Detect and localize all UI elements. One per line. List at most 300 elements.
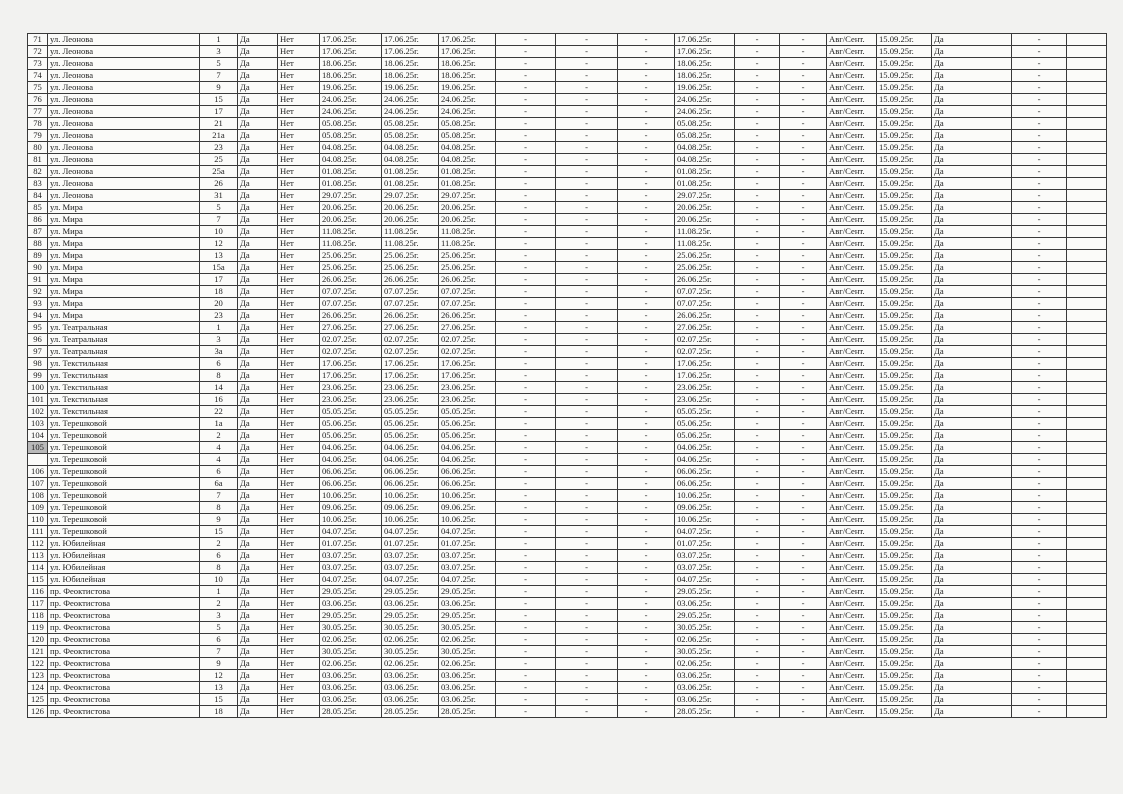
cell-date-1: 04.06.25г. bbox=[320, 442, 382, 454]
cell-street: ул. Мира bbox=[48, 274, 200, 286]
cell-house-number: 22 bbox=[200, 406, 238, 418]
cell-status: Да bbox=[932, 574, 1012, 586]
cell-street: ул. Мира bbox=[48, 214, 200, 226]
cell-date-2: 03.07.25г. bbox=[382, 550, 439, 562]
cell-date-2: 25.06.25г. bbox=[382, 262, 439, 274]
cell-blank bbox=[1067, 478, 1107, 490]
cell-date-3: 17.06.25г. bbox=[439, 358, 496, 370]
cell-house-number: 6 bbox=[200, 466, 238, 478]
cell-empty-5: - bbox=[780, 154, 827, 166]
cell-date-2: 26.06.25г. bbox=[382, 274, 439, 286]
cell-period: Авг/Сент. bbox=[827, 610, 877, 622]
cell-blank bbox=[1067, 58, 1107, 70]
cell-note: - bbox=[1012, 490, 1067, 502]
cell-empty-2: - bbox=[556, 442, 618, 454]
cell-note: - bbox=[1012, 106, 1067, 118]
cell-empty-5: - bbox=[780, 478, 827, 490]
cell-flag-yes: Да bbox=[238, 286, 278, 298]
cell-date-1: 17.06.25г. bbox=[320, 34, 382, 46]
cell-house-number: 14 bbox=[200, 382, 238, 394]
cell-street: ул. Леонова bbox=[48, 130, 200, 142]
cell-date-2: 07.07.25г. bbox=[382, 298, 439, 310]
cell-deadline: 15.09.25г. bbox=[877, 70, 932, 82]
cell-house-number: 4 bbox=[200, 442, 238, 454]
cell-street: ул. Терешковой bbox=[48, 514, 200, 526]
cell-empty-1: - bbox=[496, 622, 556, 634]
cell-deadline: 15.09.25г. bbox=[877, 130, 932, 142]
cell-period: Авг/Сент. bbox=[827, 466, 877, 478]
cell-date-1: 17.06.25г. bbox=[320, 358, 382, 370]
cell-flag-yes: Да bbox=[238, 442, 278, 454]
cell-house-number: 21а bbox=[200, 130, 238, 142]
cell-empty-1: - bbox=[496, 58, 556, 70]
cell-deadline: 15.09.25г. bbox=[877, 406, 932, 418]
cell-empty-3: - bbox=[618, 334, 675, 346]
cell-flag-no: Нет bbox=[278, 298, 320, 310]
table-row bbox=[28, 298, 1107, 310]
cell-street: ул. Терешковой bbox=[48, 466, 200, 478]
cell-date-3: 20.06.25г. bbox=[439, 202, 496, 214]
cell-empty-2: - bbox=[556, 430, 618, 442]
cell-note: - bbox=[1012, 418, 1067, 430]
cell-date-3: 03.06.25г. bbox=[439, 682, 496, 694]
cell-deadline: 15.09.25г. bbox=[877, 82, 932, 94]
cell-date-2: 03.06.25г. bbox=[382, 670, 439, 682]
cell-empty-5: - bbox=[780, 70, 827, 82]
cell-empty-2: - bbox=[556, 346, 618, 358]
cell-empty-2: - bbox=[556, 490, 618, 502]
cell-blank bbox=[1067, 394, 1107, 406]
cell-empty-5: - bbox=[780, 646, 827, 658]
cell-flag-no: Нет bbox=[278, 466, 320, 478]
cell-date-1: 17.06.25г. bbox=[320, 370, 382, 382]
cell-blank bbox=[1067, 538, 1107, 550]
cell-empty-5: - bbox=[780, 502, 827, 514]
cell-empty-5: - bbox=[780, 586, 827, 598]
cell-empty-4: - bbox=[735, 370, 780, 382]
cell-empty-3: - bbox=[618, 94, 675, 106]
cell-empty-4: - bbox=[735, 178, 780, 190]
cell-row-number: 116 bbox=[28, 586, 48, 598]
cell-date-1: 25.06.25г. bbox=[320, 262, 382, 274]
cell-blank bbox=[1067, 190, 1107, 202]
cell-flag-yes: Да bbox=[238, 190, 278, 202]
cell-period: Авг/Сент. bbox=[827, 454, 877, 466]
cell-date-2: 28.05.25г. bbox=[382, 706, 439, 718]
cell-house-number: 1 bbox=[200, 322, 238, 334]
cell-row-number: 81 bbox=[28, 154, 48, 166]
cell-date-2: 18.06.25г. bbox=[382, 58, 439, 70]
cell-note: - bbox=[1012, 382, 1067, 394]
cell-house-number: 7 bbox=[200, 70, 238, 82]
cell-street: ул. Текстильная bbox=[48, 370, 200, 382]
cell-period: Авг/Сент. bbox=[827, 298, 877, 310]
table-row bbox=[28, 598, 1107, 610]
cell-street: пр. Феоктистова bbox=[48, 586, 200, 598]
cell-date-2: 11.08.25г. bbox=[382, 226, 439, 238]
cell-flag-yes: Да bbox=[238, 154, 278, 166]
cell-status: Да bbox=[932, 694, 1012, 706]
cell-row-number: 118 bbox=[28, 610, 48, 622]
cell-row-number: 89 bbox=[28, 250, 48, 262]
table-row bbox=[28, 538, 1107, 550]
cell-blank bbox=[1067, 694, 1107, 706]
cell-empty-3: - bbox=[618, 142, 675, 154]
table-row bbox=[28, 634, 1107, 646]
cell-note: - bbox=[1012, 598, 1067, 610]
cell-deadline: 15.09.25г. bbox=[877, 238, 932, 250]
cell-flag-no: Нет bbox=[278, 658, 320, 670]
cell-status: Да bbox=[932, 250, 1012, 262]
cell-house-number: 8 bbox=[200, 502, 238, 514]
cell-blank bbox=[1067, 46, 1107, 58]
cell-date-3: 17.06.25г. bbox=[439, 370, 496, 382]
cell-note: - bbox=[1012, 46, 1067, 58]
cell-house-number: 15 bbox=[200, 94, 238, 106]
cell-note: - bbox=[1012, 130, 1067, 142]
cell-date-3: 09.06.25г. bbox=[439, 502, 496, 514]
cell-period: Авг/Сент. bbox=[827, 538, 877, 550]
cell-date-4: 04.08.25г. bbox=[675, 154, 735, 166]
cell-date-2: 17.06.25г. bbox=[382, 46, 439, 58]
cell-note: - bbox=[1012, 478, 1067, 490]
cell-empty-3: - bbox=[618, 574, 675, 586]
cell-flag-no: Нет bbox=[278, 598, 320, 610]
cell-empty-4: - bbox=[735, 418, 780, 430]
cell-date-3: 11.08.25г. bbox=[439, 238, 496, 250]
cell-row-number: 108 bbox=[28, 490, 48, 502]
cell-empty-5: - bbox=[780, 274, 827, 286]
cell-street: пр. Феоктистова bbox=[48, 622, 200, 634]
cell-date-4: 04.07.25г. bbox=[675, 526, 735, 538]
cell-date-3: 11.08.25г. bbox=[439, 226, 496, 238]
cell-empty-2: - bbox=[556, 694, 618, 706]
cell-empty-5: - bbox=[780, 346, 827, 358]
cell-empty-3: - bbox=[618, 514, 675, 526]
cell-flag-yes: Да bbox=[238, 382, 278, 394]
cell-row-number: 121 bbox=[28, 646, 48, 658]
cell-empty-1: - bbox=[496, 706, 556, 718]
cell-status: Да bbox=[932, 190, 1012, 202]
cell-date-1: 10.06.25г. bbox=[320, 514, 382, 526]
cell-flag-yes: Да bbox=[238, 682, 278, 694]
cell-period: Авг/Сент. bbox=[827, 478, 877, 490]
cell-empty-5: - bbox=[780, 34, 827, 46]
cell-empty-3: - bbox=[618, 178, 675, 190]
cell-deadline: 15.09.25г. bbox=[877, 526, 932, 538]
cell-flag-yes: Да bbox=[238, 490, 278, 502]
cell-house-number: 5 bbox=[200, 58, 238, 70]
cell-empty-5: - bbox=[780, 394, 827, 406]
cell-date-1: 03.06.25г. bbox=[320, 694, 382, 706]
cell-date-1: 02.06.25г. bbox=[320, 634, 382, 646]
cell-note: - bbox=[1012, 406, 1067, 418]
cell-flag-yes: Да bbox=[238, 418, 278, 430]
cell-empty-4: - bbox=[735, 334, 780, 346]
cell-date-3: 03.07.25г. bbox=[439, 550, 496, 562]
cell-street: ул. Юбилейная bbox=[48, 574, 200, 586]
cell-empty-2: - bbox=[556, 286, 618, 298]
cell-empty-1: - bbox=[496, 118, 556, 130]
cell-note: - bbox=[1012, 466, 1067, 478]
cell-date-3: 24.06.25г. bbox=[439, 106, 496, 118]
cell-empty-5: - bbox=[780, 382, 827, 394]
cell-empty-4: - bbox=[735, 706, 780, 718]
cell-street: ул. Терешковой bbox=[48, 454, 200, 466]
cell-note: - bbox=[1012, 70, 1067, 82]
cell-empty-3: - bbox=[618, 358, 675, 370]
cell-date-4: 19.06.25г. bbox=[675, 82, 735, 94]
cell-house-number: 23 bbox=[200, 310, 238, 322]
cell-date-2: 03.07.25г. bbox=[382, 562, 439, 574]
cell-date-4: 05.06.25г. bbox=[675, 430, 735, 442]
cell-date-4: 05.08.25г. bbox=[675, 118, 735, 130]
cell-empty-2: - bbox=[556, 250, 618, 262]
cell-flag-yes: Да bbox=[238, 238, 278, 250]
cell-period: Авг/Сент. bbox=[827, 154, 877, 166]
cell-period: Авг/Сент. bbox=[827, 694, 877, 706]
cell-row-number: 71 bbox=[28, 34, 48, 46]
cell-row-number: 110 bbox=[28, 514, 48, 526]
cell-empty-4: - bbox=[735, 82, 780, 94]
cell-house-number: 15а bbox=[200, 262, 238, 274]
cell-status: Да bbox=[932, 490, 1012, 502]
cell-empty-4: - bbox=[735, 646, 780, 658]
cell-empty-2: - bbox=[556, 130, 618, 142]
cell-date-4: 01.07.25г. bbox=[675, 538, 735, 550]
table-row bbox=[28, 310, 1107, 322]
cell-street: ул. Мира bbox=[48, 250, 200, 262]
cell-house-number: 31 bbox=[200, 190, 238, 202]
cell-deadline: 15.09.25г. bbox=[877, 682, 932, 694]
cell-street: ул. Театральная bbox=[48, 346, 200, 358]
cell-empty-3: - bbox=[618, 526, 675, 538]
cell-flag-no: Нет bbox=[278, 418, 320, 430]
cell-empty-1: - bbox=[496, 658, 556, 670]
cell-flag-no: Нет bbox=[278, 514, 320, 526]
cell-status: Да bbox=[932, 682, 1012, 694]
cell-empty-1: - bbox=[496, 490, 556, 502]
cell-period: Авг/Сент. bbox=[827, 334, 877, 346]
cell-note: - bbox=[1012, 610, 1067, 622]
cell-status: Да bbox=[932, 202, 1012, 214]
cell-street: ул. Театральная bbox=[48, 334, 200, 346]
cell-house-number: 1а bbox=[200, 418, 238, 430]
cell-empty-1: - bbox=[496, 166, 556, 178]
cell-empty-5: - bbox=[780, 202, 827, 214]
cell-status: Да bbox=[932, 538, 1012, 550]
cell-row-number: 115 bbox=[28, 574, 48, 586]
cell-empty-3: - bbox=[618, 34, 675, 46]
cell-street: ул. Леонова bbox=[48, 166, 200, 178]
cell-empty-2: - bbox=[556, 202, 618, 214]
cell-empty-5: - bbox=[780, 418, 827, 430]
cell-street: ул. Леонова bbox=[48, 154, 200, 166]
cell-house-number: 2 bbox=[200, 538, 238, 550]
cell-flag-yes: Да bbox=[238, 274, 278, 286]
cell-street: ул. Юбилейная bbox=[48, 550, 200, 562]
cell-period: Авг/Сент. bbox=[827, 502, 877, 514]
cell-empty-4: - bbox=[735, 430, 780, 442]
cell-date-4: 17.06.25г. bbox=[675, 370, 735, 382]
cell-empty-1: - bbox=[496, 610, 556, 622]
cell-blank bbox=[1067, 166, 1107, 178]
cell-status: Да bbox=[932, 166, 1012, 178]
cell-flag-no: Нет bbox=[278, 682, 320, 694]
cell-period: Авг/Сент. bbox=[827, 514, 877, 526]
table-row bbox=[28, 34, 1107, 46]
cell-date-3: 01.08.25г. bbox=[439, 178, 496, 190]
cell-period: Авг/Сент. bbox=[827, 250, 877, 262]
cell-empty-4: - bbox=[735, 502, 780, 514]
cell-date-1: 27.06.25г. bbox=[320, 322, 382, 334]
cell-empty-4: - bbox=[735, 442, 780, 454]
cell-empty-4: - bbox=[735, 130, 780, 142]
cell-blank bbox=[1067, 634, 1107, 646]
cell-flag-no: Нет bbox=[278, 94, 320, 106]
cell-street: ул. Леонова bbox=[48, 94, 200, 106]
cell-date-4: 29.05.25г. bbox=[675, 586, 735, 598]
cell-empty-2: - bbox=[556, 370, 618, 382]
cell-flag-yes: Да bbox=[238, 598, 278, 610]
cell-date-2: 07.07.25г. bbox=[382, 286, 439, 298]
cell-flag-yes: Да bbox=[238, 226, 278, 238]
cell-row-number: 97 bbox=[28, 346, 48, 358]
table-row bbox=[28, 262, 1107, 274]
cell-empty-2: - bbox=[556, 466, 618, 478]
cell-empty-4: - bbox=[735, 382, 780, 394]
cell-empty-1: - bbox=[496, 106, 556, 118]
cell-row-number: 100 bbox=[28, 382, 48, 394]
cell-street: ул. Леонова bbox=[48, 178, 200, 190]
cell-flag-yes: Да bbox=[238, 706, 278, 718]
cell-empty-4: - bbox=[735, 142, 780, 154]
cell-house-number: 10 bbox=[200, 226, 238, 238]
cell-flag-no: Нет bbox=[278, 70, 320, 82]
cell-empty-3: - bbox=[618, 262, 675, 274]
cell-period: Авг/Сент. bbox=[827, 598, 877, 610]
cell-row-number: 92 bbox=[28, 286, 48, 298]
cell-date-2: 19.06.25г. bbox=[382, 82, 439, 94]
cell-period: Авг/Сент. bbox=[827, 82, 877, 94]
cell-empty-3: - bbox=[618, 214, 675, 226]
table-row bbox=[28, 586, 1107, 598]
cell-date-2: 04.06.25г. bbox=[382, 442, 439, 454]
cell-empty-4: - bbox=[735, 394, 780, 406]
cell-status: Да bbox=[932, 34, 1012, 46]
cell-flag-no: Нет bbox=[278, 670, 320, 682]
cell-empty-2: - bbox=[556, 514, 618, 526]
cell-blank bbox=[1067, 442, 1107, 454]
cell-blank bbox=[1067, 298, 1107, 310]
table-row bbox=[28, 550, 1107, 562]
cell-date-4: 04.06.25г. bbox=[675, 454, 735, 466]
cell-date-4: 11.08.25г. bbox=[675, 238, 735, 250]
cell-empty-5: - bbox=[780, 658, 827, 670]
cell-empty-4: - bbox=[735, 226, 780, 238]
cell-note: - bbox=[1012, 202, 1067, 214]
cell-date-1: 23.06.25г. bbox=[320, 382, 382, 394]
cell-house-number: 6 bbox=[200, 634, 238, 646]
cell-empty-4: - bbox=[735, 238, 780, 250]
cell-date-1: 26.06.25г. bbox=[320, 310, 382, 322]
cell-house-number: 6 bbox=[200, 550, 238, 562]
cell-period: Авг/Сент. bbox=[827, 58, 877, 70]
table-row bbox=[28, 394, 1107, 406]
cell-date-2: 03.06.25г. bbox=[382, 598, 439, 610]
cell-status: Да bbox=[932, 334, 1012, 346]
cell-flag-no: Нет bbox=[278, 46, 320, 58]
cell-status: Да bbox=[932, 598, 1012, 610]
cell-flag-no: Нет bbox=[278, 430, 320, 442]
cell-status: Да bbox=[932, 622, 1012, 634]
cell-flag-yes: Да bbox=[238, 550, 278, 562]
cell-empty-2: - bbox=[556, 106, 618, 118]
cell-date-2: 04.06.25г. bbox=[382, 454, 439, 466]
table-row bbox=[28, 706, 1107, 718]
cell-empty-3: - bbox=[618, 430, 675, 442]
cell-date-3: 30.05.25г. bbox=[439, 622, 496, 634]
cell-empty-5: - bbox=[780, 694, 827, 706]
cell-deadline: 15.09.25г. bbox=[877, 610, 932, 622]
cell-row-number: 87 bbox=[28, 226, 48, 238]
cell-status: Да bbox=[932, 58, 1012, 70]
cell-deadline: 15.09.25г. bbox=[877, 694, 932, 706]
table-row bbox=[28, 214, 1107, 226]
cell-empty-5: - bbox=[780, 178, 827, 190]
cell-date-4: 20.06.25г. bbox=[675, 202, 735, 214]
cell-street: ул. Текстильная bbox=[48, 394, 200, 406]
cell-empty-1: - bbox=[496, 262, 556, 274]
cell-empty-4: - bbox=[735, 274, 780, 286]
cell-empty-3: - bbox=[618, 406, 675, 418]
cell-house-number: 12 bbox=[200, 238, 238, 250]
cell-status: Да bbox=[932, 370, 1012, 382]
cell-empty-3: - bbox=[618, 550, 675, 562]
cell-blank bbox=[1067, 610, 1107, 622]
cell-street: ул. Мира bbox=[48, 202, 200, 214]
cell-empty-5: - bbox=[780, 238, 827, 250]
cell-flag-no: Нет bbox=[278, 610, 320, 622]
cell-date-4: 02.06.25г. bbox=[675, 658, 735, 670]
cell-date-2: 24.06.25г. bbox=[382, 106, 439, 118]
cell-street: ул. Леонова bbox=[48, 46, 200, 58]
cell-blank bbox=[1067, 118, 1107, 130]
cell-period: Авг/Сент. bbox=[827, 682, 877, 694]
cell-row-number: 98 bbox=[28, 358, 48, 370]
cell-row-number: 88 bbox=[28, 238, 48, 250]
table-row bbox=[28, 286, 1107, 298]
cell-date-4: 26.06.25г. bbox=[675, 310, 735, 322]
cell-flag-yes: Да bbox=[238, 250, 278, 262]
cell-empty-5: - bbox=[780, 514, 827, 526]
cell-flag-no: Нет bbox=[278, 442, 320, 454]
cell-deadline: 15.09.25г. bbox=[877, 358, 932, 370]
cell-date-3: 05.08.25г. bbox=[439, 130, 496, 142]
cell-status: Да bbox=[932, 274, 1012, 286]
cell-flag-no: Нет bbox=[278, 142, 320, 154]
cell-empty-2: - bbox=[556, 502, 618, 514]
table-row bbox=[28, 346, 1107, 358]
cell-flag-no: Нет bbox=[278, 562, 320, 574]
cell-note: - bbox=[1012, 274, 1067, 286]
table-row bbox=[28, 454, 1107, 466]
cell-period: Авг/Сент. bbox=[827, 286, 877, 298]
cell-empty-4: - bbox=[735, 322, 780, 334]
cell-deadline: 15.09.25г. bbox=[877, 262, 932, 274]
cell-empty-4: - bbox=[735, 514, 780, 526]
cell-note: - bbox=[1012, 154, 1067, 166]
